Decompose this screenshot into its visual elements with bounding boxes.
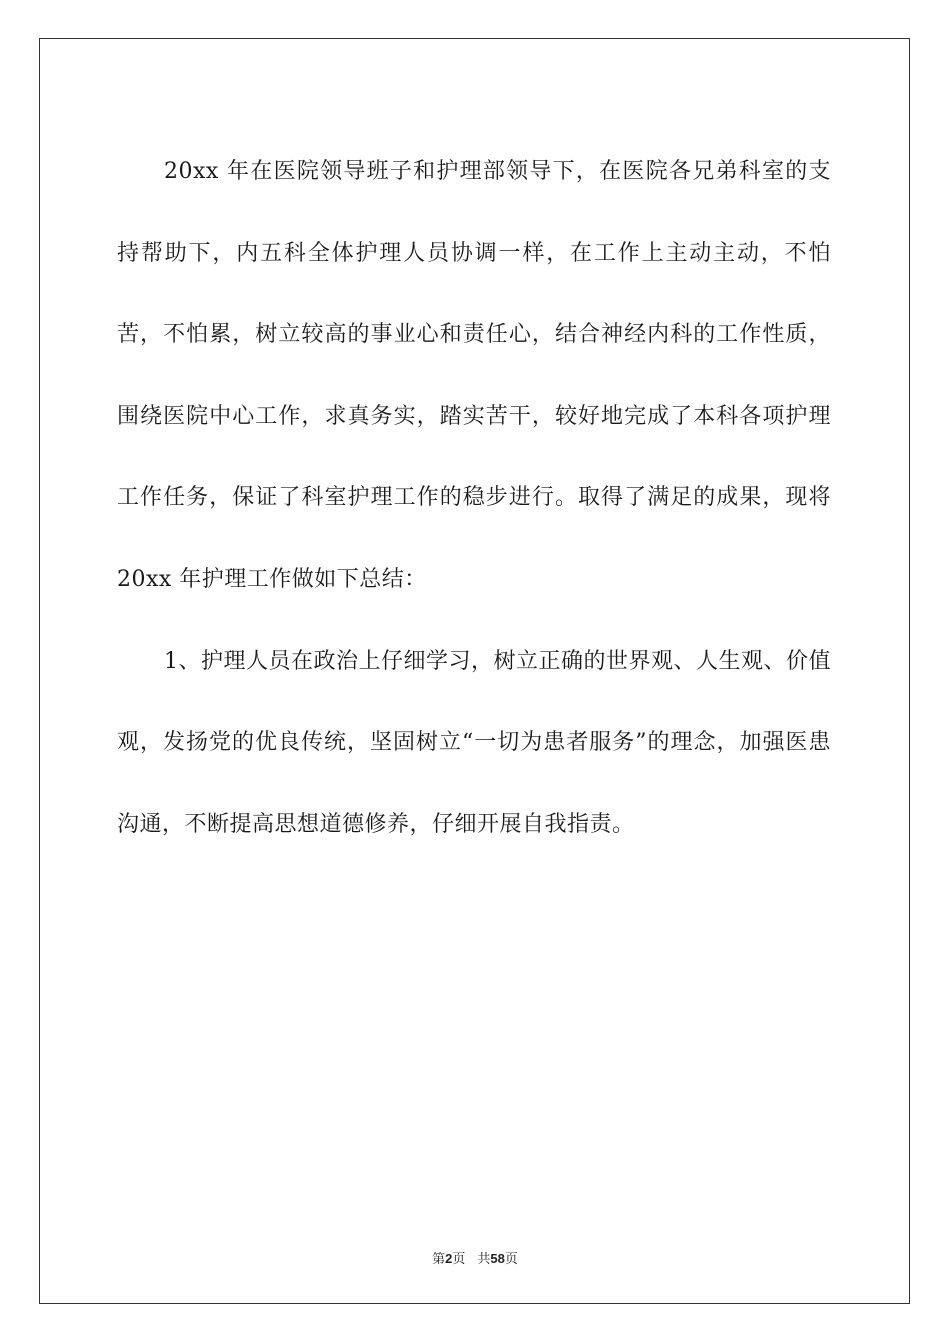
paragraph-item-1: 1、护理人员在政治上仔细学习，树立正确的世界观、人生观、价值观，发扬党的优良传统，坚固树立“一切为患者服务”的理念，加强医患沟通，不断提高思想道德修养，仔细开展自我指责。 xyxy=(117,648,831,837)
page-footer xyxy=(0,1248,950,1267)
footer-page-prefix: 第 xyxy=(432,1252,446,1267)
footer-total-pages: 58 xyxy=(490,1251,505,1266)
paragraph-intro: 20xx 年在医院领导班子和护理部领导下，在医院各兄弟科室的支持帮助下，内五科全体护理人员协调一样，在工作上主动主动，不怕苦，不怕累，树立较高的事业心和责任心，结合神经内科的工作性质，围绕医院中心工作，求真务实，踏实苦干，较好地完成了本科各项护理工作任务，保证了科室护理工作的稳步进行。取得了满足的成果，现将 20xx 年护理工作做如下总结： xyxy=(117,159,831,592)
footer-page-suffix: 页 xyxy=(452,1252,466,1267)
footer-page-number: 2 xyxy=(445,1251,453,1266)
footer-total-prefix: 共 xyxy=(477,1252,491,1267)
footer-total-suffix: 页 xyxy=(504,1252,518,1267)
document-body xyxy=(117,131,831,865)
